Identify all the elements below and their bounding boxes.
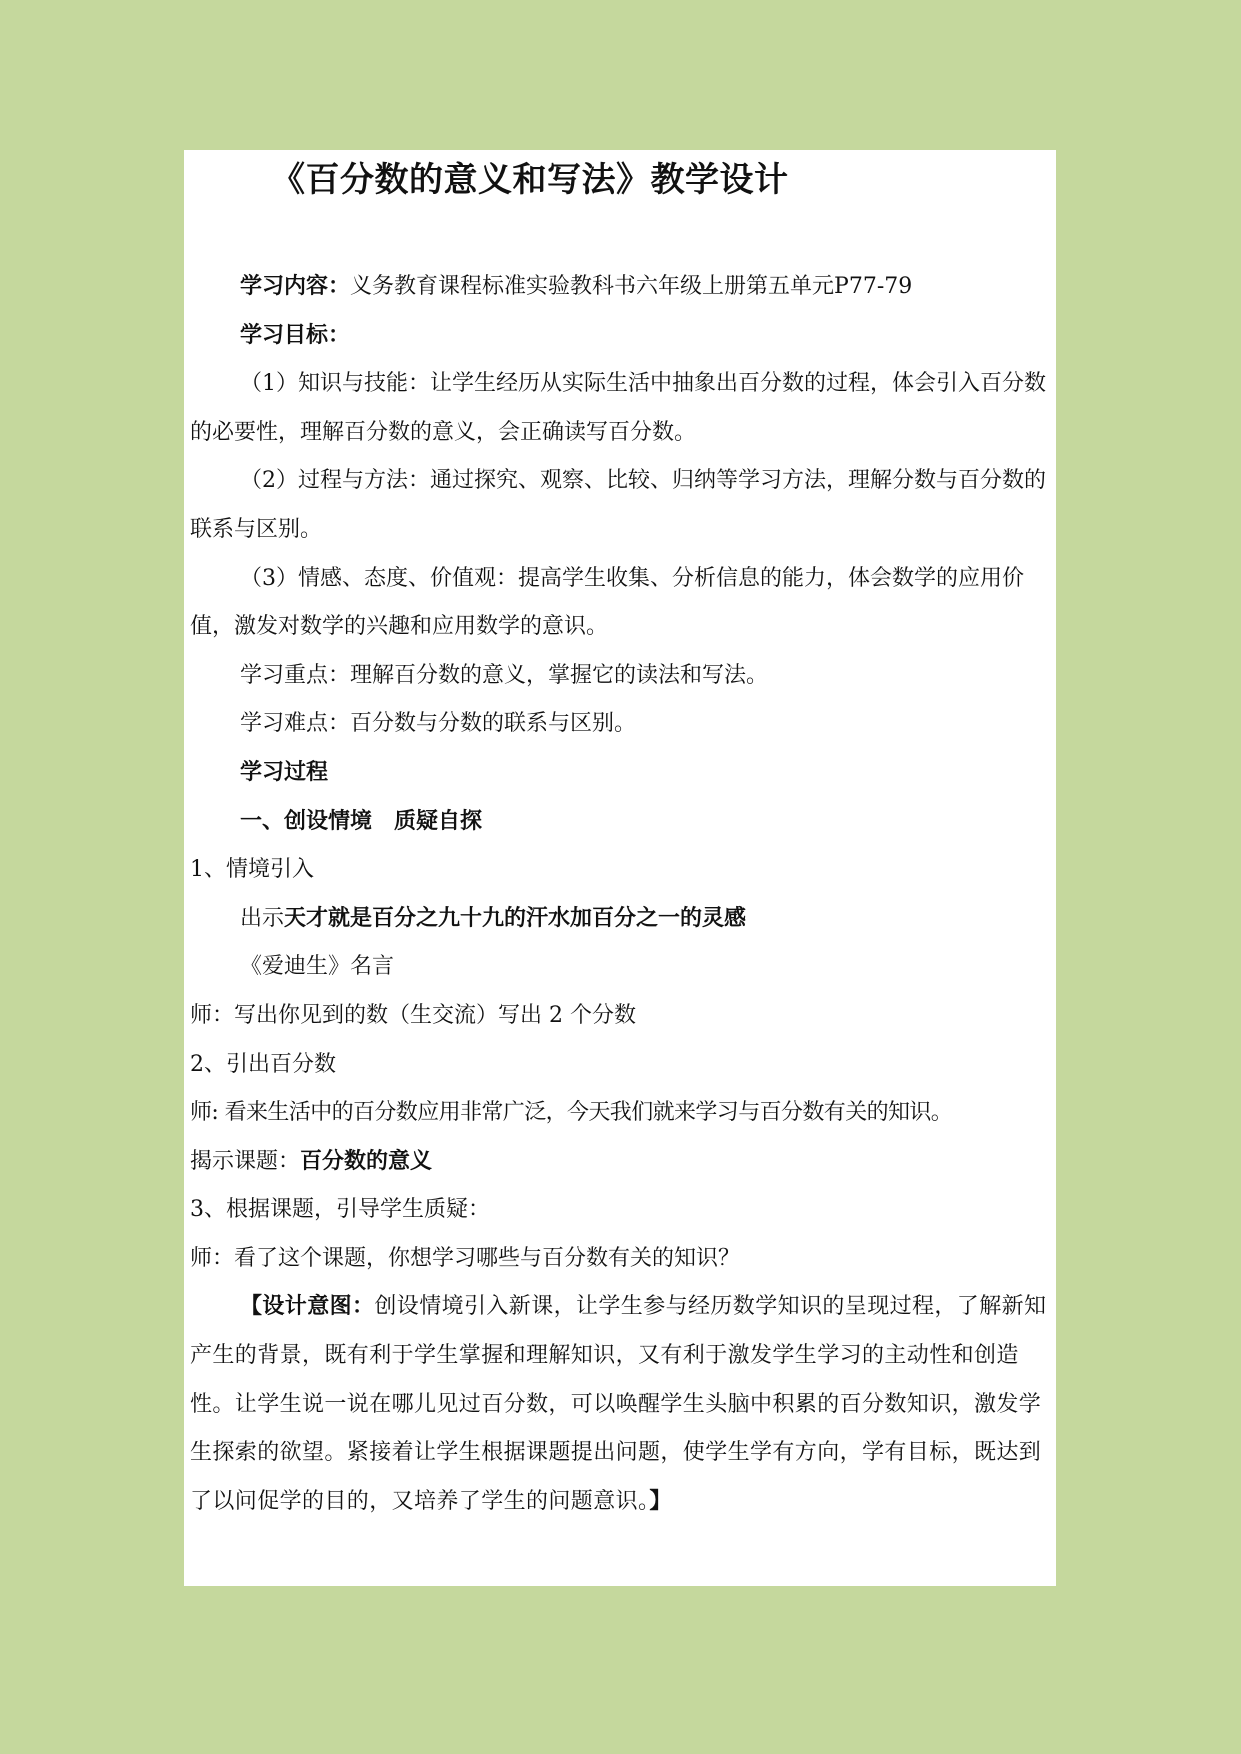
design-intent: [190, 1283, 1052, 1526]
step2: 2、引出百分数: [190, 1051, 336, 1077]
objective-knowledge: （1）知识与技能：让学生经历从实际生活中抽象出百分数的过程，体会引入百分数的必要性，理解百分数的意义，会正确读写百分数。: [190, 371, 1046, 445]
key-point: 学习重点：理解百分数的意义，掌握它的读法和写法。: [240, 662, 769, 688]
content-text: 义务教育课程标准实验教科书六年级上册第五单元P77-79: [350, 274, 913, 299]
design-label: 【设计意图：: [240, 1294, 375, 1320]
teacher-line-1: 师：写出你见到的数（生交流）写出 2 个分数: [190, 1002, 636, 1028]
quote-text: 天才就是百分之九十九的汗水加百分之一的灵感: [284, 905, 747, 931]
quote-line: [190, 895, 1052, 944]
quote-prefix: 出示: [240, 905, 285, 931]
teacher-line-2: 师: 看来生活中的百分数应用非常广泛，今天我们就来学习与百分数有关的知识。: [190, 1100, 953, 1126]
section1-heading: 一、创设情境 质疑自探: [240, 808, 483, 834]
topic-line: [190, 1138, 1052, 1187]
process-heading: 学习过程: [240, 759, 329, 785]
step3: 3、根据课题，引导学生质疑：: [190, 1197, 490, 1223]
topic-label: 揭示课题：: [190, 1148, 301, 1174]
topic-text: 百分数的意义: [300, 1148, 433, 1174]
objectives-heading: 学习目标：: [240, 322, 351, 348]
document-title: 《百分数的意义和写法》教学设计: [271, 160, 789, 200]
difficulty: 学习难点：百分数与分数的联系与区别。: [240, 711, 637, 737]
content-line: [190, 263, 1052, 312]
document-page: [184, 150, 1056, 1586]
quote-source: 《爱迪生》名言: [240, 954, 395, 980]
objective-process: （2）过程与方法：通过探究、观察、比较、归纳等学习方法，理解分数与百分数的联系与区别。: [190, 468, 1046, 542]
objective-emotion: （3）情感、态度、价值观：提高学生收集、分析信息的能力，体会数学的应用价值，激发对数学的兴趣和应用数学的意识。: [190, 565, 1024, 640]
document-body: [190, 263, 1052, 1526]
step1: 1、情境引入: [190, 857, 314, 883]
content-label: 学习内容：: [240, 274, 351, 299]
design-text: 创设情境引入新课，让学生参与经历数学知识的呈现过程，了解新知产生的背景，既有利于学生掌握和理解知识，又有利于激发学生学习的主动性和创造性。让学生说一说在哪儿见过百分数，可以唤醒学生头脑中积累的百分数知识，激发学生探索的欲望。紧接着让学生根据课题提出问题，使学生学有方向，学有目标，既达到了以问促学的目的，又培养了学生的问题意识。: [190, 1294, 1047, 1514]
teacher-line-3: 师：看了这个课题，你想学习哪些与百分数有关的知识？: [190, 1245, 741, 1271]
design-close: 】: [649, 1488, 672, 1514]
